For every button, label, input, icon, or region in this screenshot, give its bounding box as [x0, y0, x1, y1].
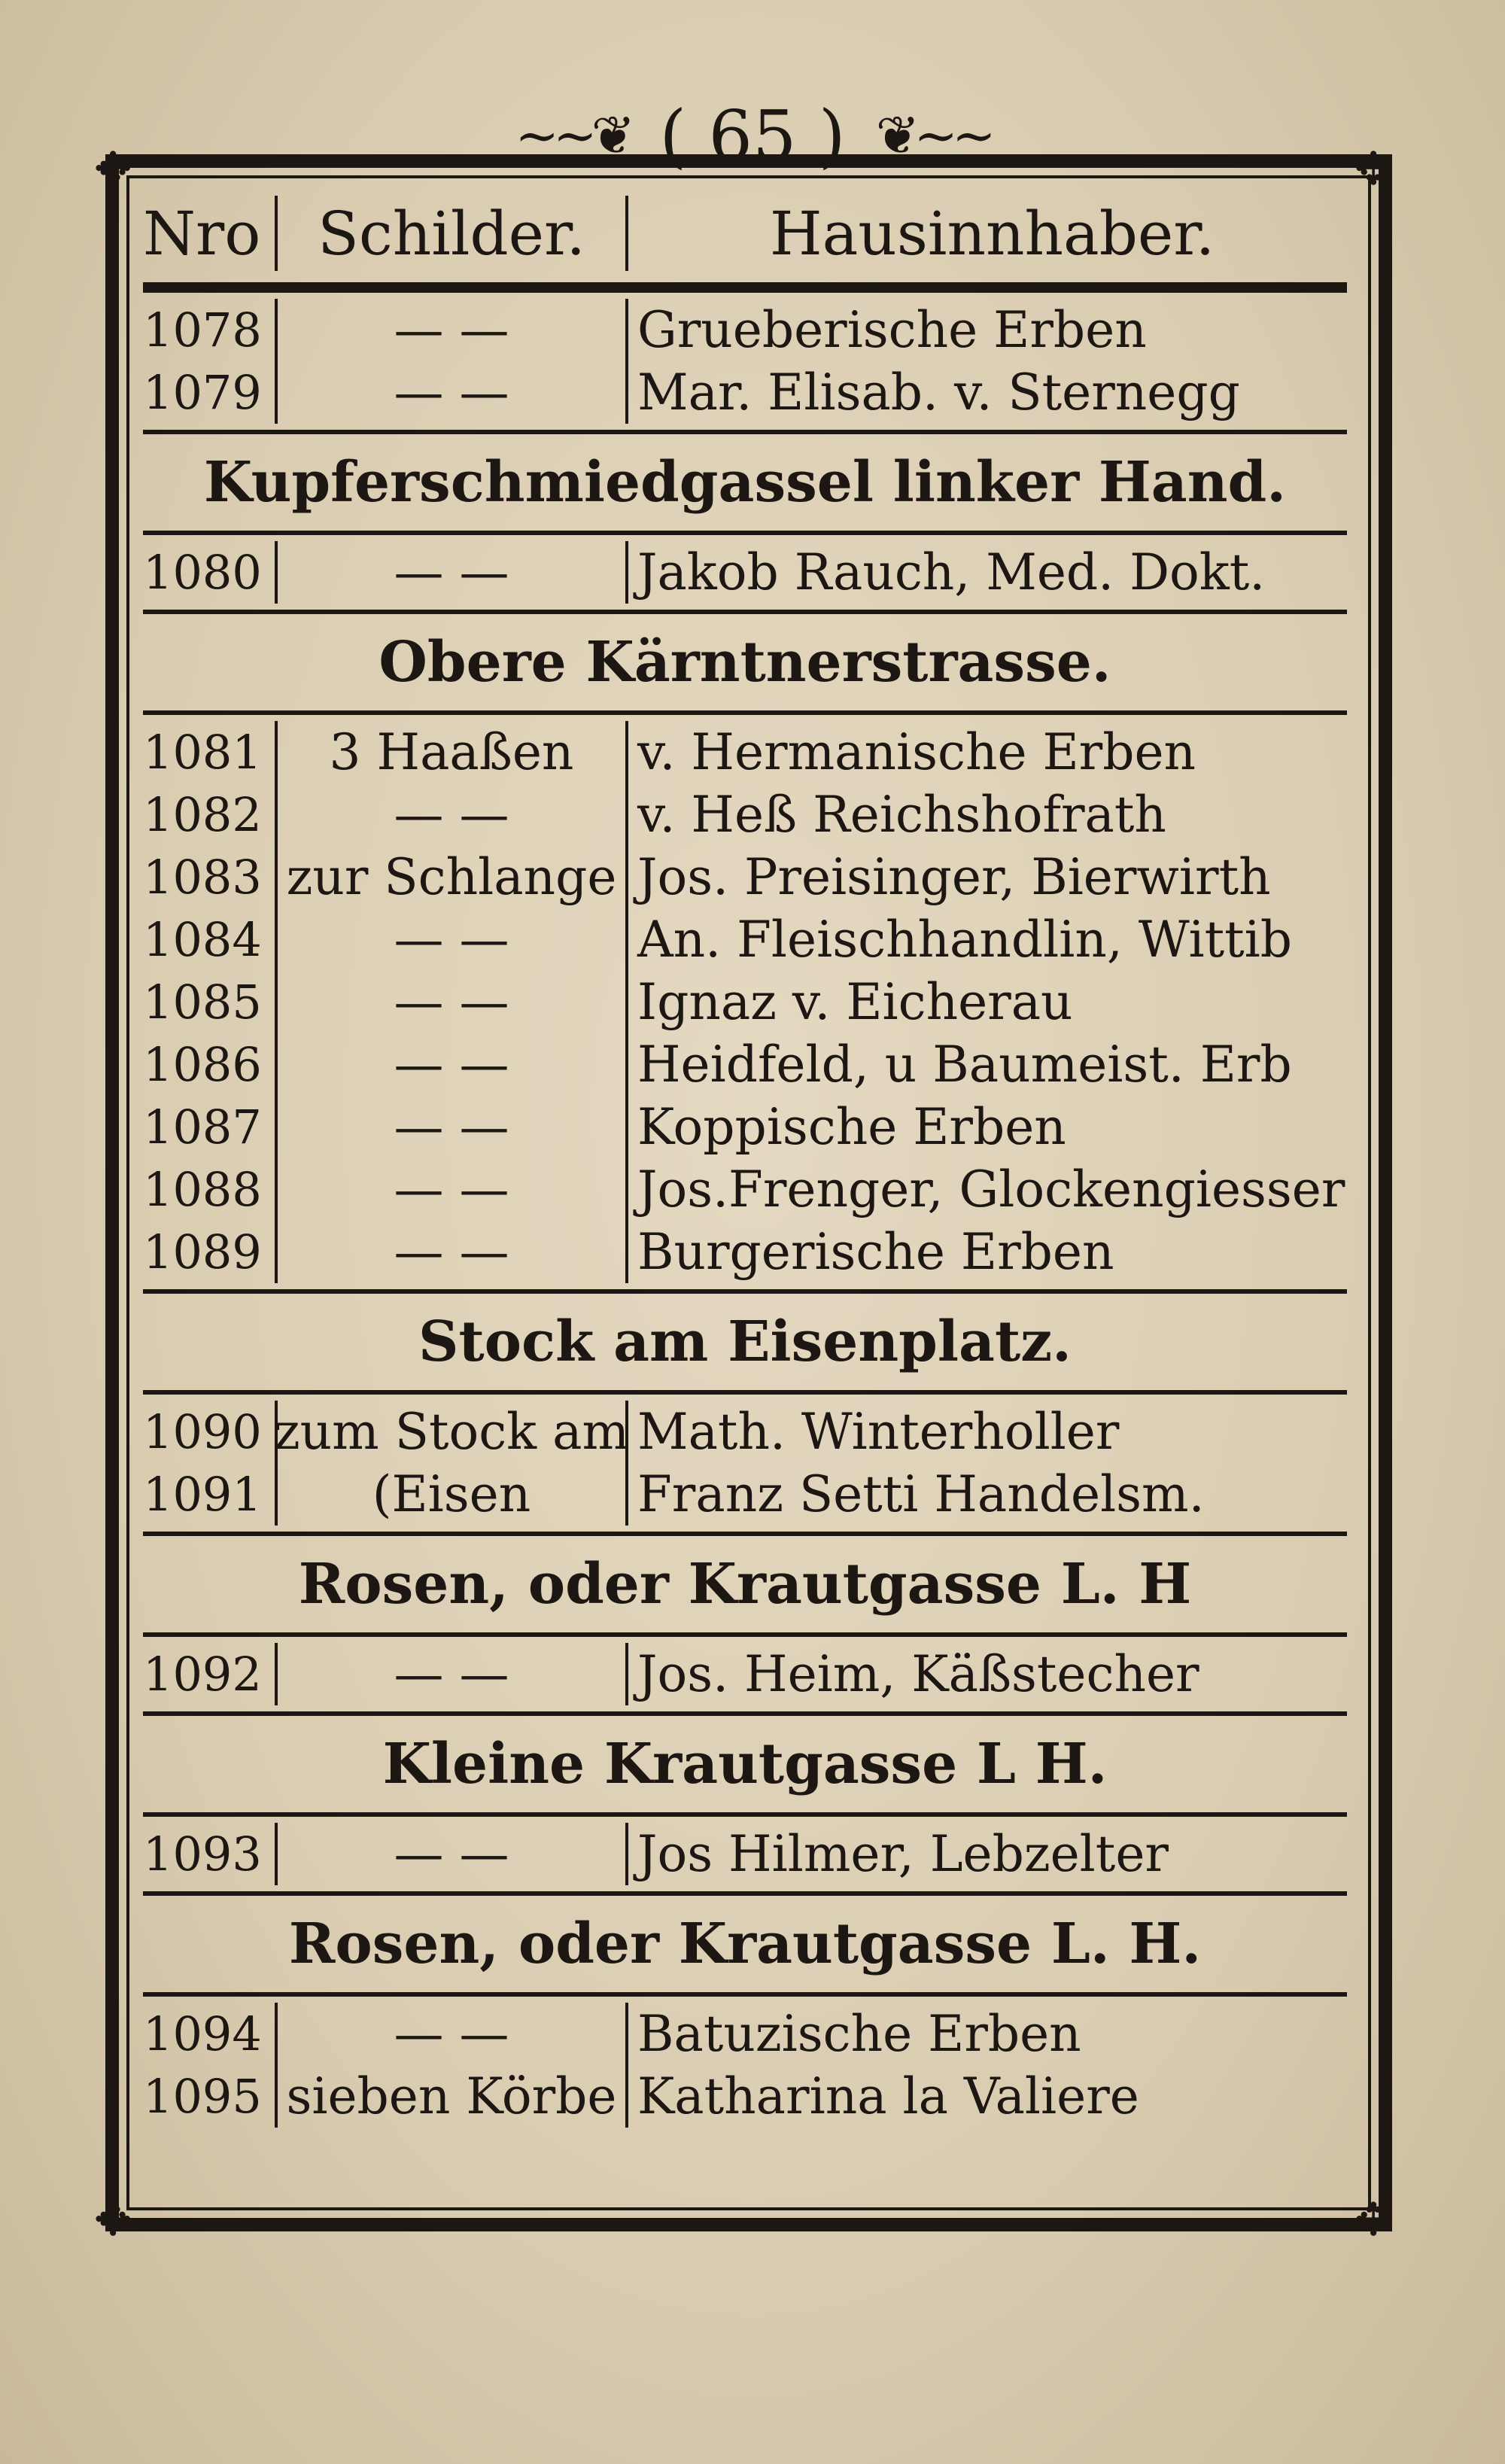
row-group: [143, 535, 1347, 610]
row-group: [143, 1637, 1347, 1711]
table-row: [143, 1033, 1347, 1096]
sign-cell: — —: [275, 1221, 628, 1283]
street-heading: Rosen, oder Krautgasse L. H.: [143, 1891, 1347, 1997]
table-row: [143, 908, 1347, 971]
house-number: 1086: [143, 1037, 262, 1092]
sign-cell: — —: [275, 299, 628, 361]
row-group: [143, 715, 1347, 1289]
corner-ornament-icon: ✥: [1354, 143, 1393, 196]
owner-cell: Koppische Erben: [637, 1098, 1066, 1156]
house-number: 1087: [143, 1100, 262, 1154]
house-number: 1082: [143, 787, 262, 842]
table-row: [143, 846, 1347, 908]
sign-cell: — —: [275, 971, 628, 1033]
sign-cell: sieben Körbe: [275, 2065, 628, 2128]
sign-cell: — —: [275, 1823, 628, 1885]
row-group: [143, 1997, 1347, 2134]
sign-cell: — —: [275, 2003, 628, 2065]
table-header: [143, 184, 1347, 293]
table-row: [143, 299, 1347, 361]
owner-cell: Jos Hilmer, Lebzelter: [637, 1825, 1169, 1883]
row-group: [143, 293, 1347, 430]
house-number: 1091: [143, 1467, 262, 1522]
table-row: [143, 2003, 1347, 2065]
owner-cell: Ignaz v. Eicherau: [637, 973, 1073, 1031]
street-heading: Rosen, oder Krautgasse L. H: [143, 1532, 1347, 1637]
owner-cell: Mar. Elisab. v. Sternegg: [637, 364, 1240, 421]
sign-cell: — —: [275, 1158, 628, 1221]
corner-ornament-icon: ✥: [94, 2194, 132, 2246]
house-number: 1078: [143, 303, 262, 357]
owner-cell: Jakob Rauch, Med. Dokt.: [637, 543, 1266, 601]
owner-cell: Heidfeld, u Baumeist. Erb: [637, 1036, 1292, 1094]
house-number: 1090: [143, 1404, 262, 1459]
owner-cell: Jos.Frenger, Glockengiesser: [637, 1161, 1345, 1218]
owner-cell: Jos. Preisinger, Bierwirth: [637, 848, 1271, 906]
sign-cell: — —: [275, 541, 628, 604]
owner-cell: Burgerische Erben: [637, 1223, 1114, 1281]
ornament-right: ❦~~: [875, 105, 990, 166]
house-number: 1081: [143, 725, 262, 780]
owner-cell: v. Hermanische Erben: [637, 723, 1196, 781]
owner-cell: Math. Winterholler: [637, 1403, 1120, 1461]
table-row: [143, 361, 1347, 424]
owner-cell: Grueberische Erben: [637, 301, 1147, 359]
row-group: [143, 1817, 1347, 1891]
table-row: [143, 1823, 1347, 1885]
header-owner: Hausinnhaber.: [769, 198, 1215, 269]
table-row: [143, 971, 1347, 1033]
sign-cell: (Eisen: [275, 1463, 628, 1526]
header-sign: Schilder.: [275, 196, 628, 271]
house-number: 1079: [143, 365, 262, 420]
table-body: [143, 293, 1347, 2134]
sign-cell: — —: [275, 361, 628, 424]
street-heading: Kupferschmiedgassel linker Hand.: [143, 430, 1347, 535]
owner-cell: Franz Setti Handelsm.: [637, 1465, 1205, 1523]
house-number: 1089: [143, 1224, 262, 1279]
row-group: [143, 1395, 1347, 1532]
owner-cell: An. Fleischhandlin, Wittib: [637, 911, 1293, 969]
house-number: 1093: [143, 1827, 262, 1881]
street-heading: Obere Kärntnerstrasse.: [143, 610, 1347, 715]
corner-ornament-icon: ✥: [1354, 2194, 1393, 2246]
street-heading: Stock am Eisenplatz.: [143, 1289, 1347, 1395]
house-number: 1094: [143, 2006, 262, 2061]
header-nr: Nro: [143, 198, 261, 269]
table-row: [143, 1401, 1347, 1463]
table-row: [143, 1158, 1347, 1221]
owner-cell: Batuzische Erben: [637, 2005, 1081, 2063]
owner-cell: v. Heß Reichshofrath: [637, 786, 1166, 844]
sign-cell: — —: [275, 783, 628, 846]
sign-cell: 3 Haaßen: [275, 721, 628, 783]
table-row: [143, 2065, 1347, 2128]
owner-cell: Katharina la Valiere: [637, 2067, 1139, 2125]
table-row: [143, 1643, 1347, 1705]
table-row: [143, 541, 1347, 604]
sign-cell: — —: [275, 908, 628, 971]
sign-cell: — —: [275, 1096, 628, 1158]
sign-cell: zur Schlange: [275, 846, 628, 908]
table-row: [143, 783, 1347, 846]
corner-ornament-icon: ✥: [94, 143, 132, 196]
house-number: 1088: [143, 1162, 262, 1217]
house-number: 1085: [143, 975, 262, 1030]
sign-cell: zum Stock am: [275, 1401, 628, 1463]
house-register-table: [143, 184, 1347, 2134]
table-row: [143, 1096, 1347, 1158]
street-heading: Kleine Krautgasse L H.: [143, 1711, 1347, 1817]
table-row: [143, 1221, 1347, 1283]
page-number: ( 65 ): [659, 95, 846, 176]
ornament-left: ~~❦: [515, 105, 630, 166]
sign-cell: — —: [275, 1643, 628, 1705]
table-row: [143, 1463, 1347, 1526]
sign-cell: — —: [275, 1033, 628, 1096]
house-number: 1083: [143, 850, 262, 905]
owner-cell: Jos. Heim, Käßstecher: [637, 1645, 1199, 1703]
house-number: 1092: [143, 1647, 262, 1702]
house-number: 1095: [143, 2069, 262, 2124]
table-row: [143, 721, 1347, 783]
house-number: 1084: [143, 912, 262, 967]
house-number: 1080: [143, 545, 262, 600]
